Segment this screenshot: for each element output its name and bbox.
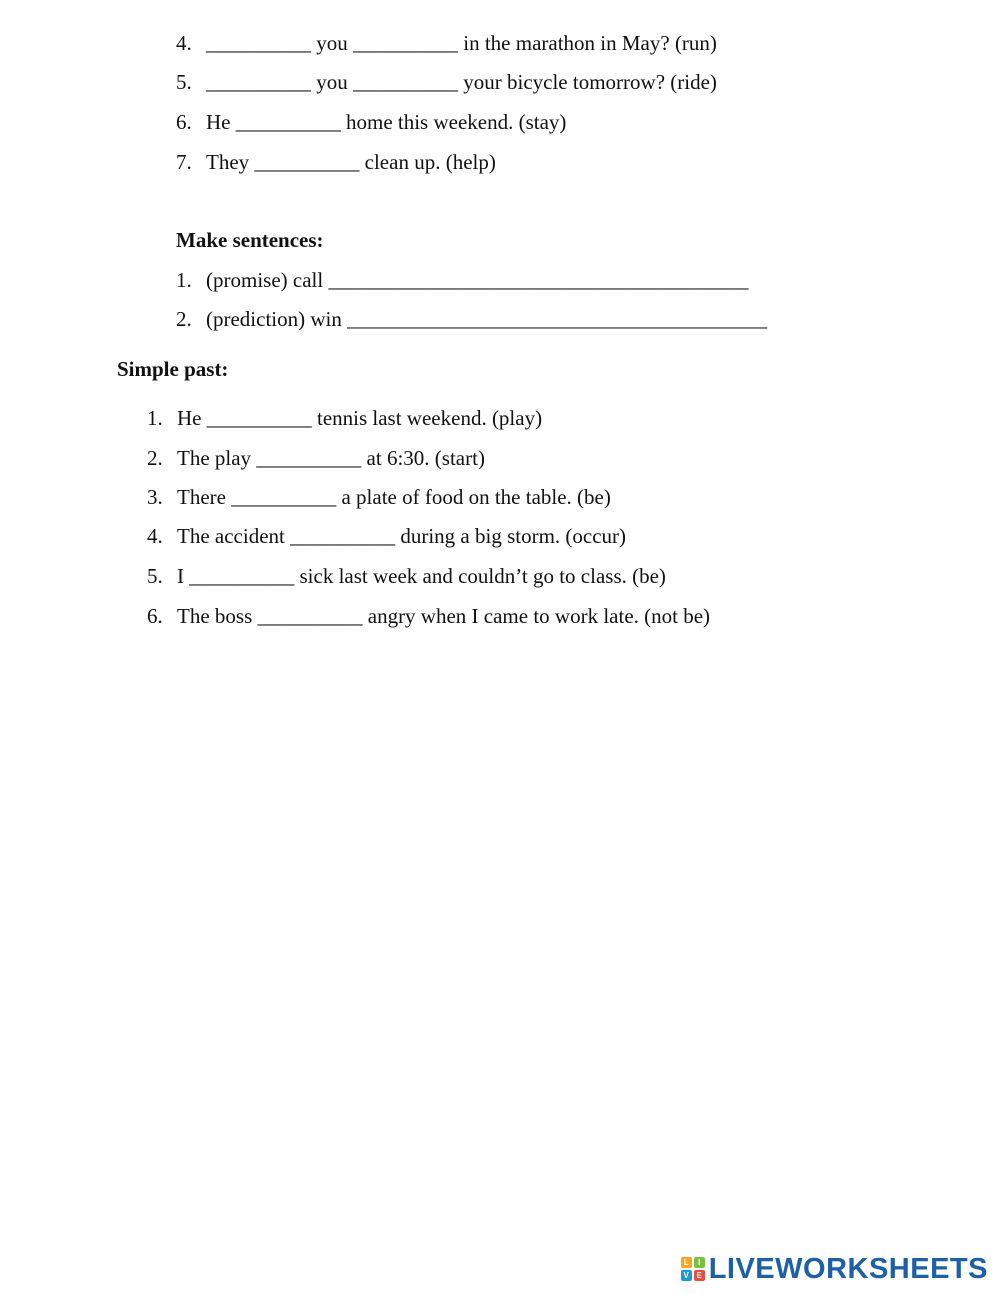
- exercise-sentence: __________ you __________ in the marathon in May? (run): [206, 31, 717, 55]
- item-number: 1.: [147, 406, 163, 430]
- item-number: 1.: [176, 268, 192, 292]
- exercise-sentence: The accident __________ during a big storm. (occur): [177, 524, 627, 548]
- item-number: 2.: [176, 307, 192, 331]
- exercise-sentence: (prediction) win ________________________________________: [206, 307, 768, 331]
- item-number: 6.: [176, 110, 192, 134]
- item-number: 4.: [176, 31, 192, 55]
- section-heading: Simple past:: [117, 357, 229, 381]
- item-number: 6.: [147, 604, 163, 628]
- liveworksheets-logo: [681, 1254, 988, 1284]
- item-number: 7.: [176, 150, 192, 174]
- logo-wordmark: LIVEWORKSHEETS: [708, 1253, 988, 1285]
- logo-icon-letter: V: [681, 1270, 692, 1281]
- logo-icon-letter: L: [681, 1257, 692, 1268]
- item-number: 3.: [147, 485, 163, 509]
- item-number: 2.: [147, 446, 163, 470]
- exercise-sentence: He __________ tennis last weekend. (play): [177, 406, 543, 430]
- liveworksheets-logo-icon: [681, 1257, 705, 1281]
- logo-icon-letter: I: [694, 1257, 705, 1268]
- exercise-sentence: __________ you __________ your bicycle tomorrow? (ride): [206, 70, 717, 94]
- exercise-sentence: The play __________ at 6:30. (start): [177, 446, 485, 470]
- section-heading: Make sentences:: [176, 228, 324, 252]
- item-number: 4.: [147, 524, 163, 548]
- exercise-sentence: The boss __________ angry when I came to work late. (not be): [177, 604, 711, 628]
- exercise-sentence: They __________ clean up. (help): [206, 150, 496, 174]
- exercise-sentence: I __________ sick last week and couldn’t go to class. (be): [177, 564, 666, 588]
- item-number: 5.: [176, 70, 192, 94]
- logo-icon-letter: E: [694, 1270, 705, 1281]
- exercise-sentence: There __________ a plate of food on the table. (be): [177, 485, 611, 509]
- item-number: 5.: [147, 564, 163, 588]
- exercise-sentence: He __________ home this weekend. (stay): [206, 110, 567, 134]
- exercise-sentence: (promise) call ________________________________________: [206, 268, 749, 292]
